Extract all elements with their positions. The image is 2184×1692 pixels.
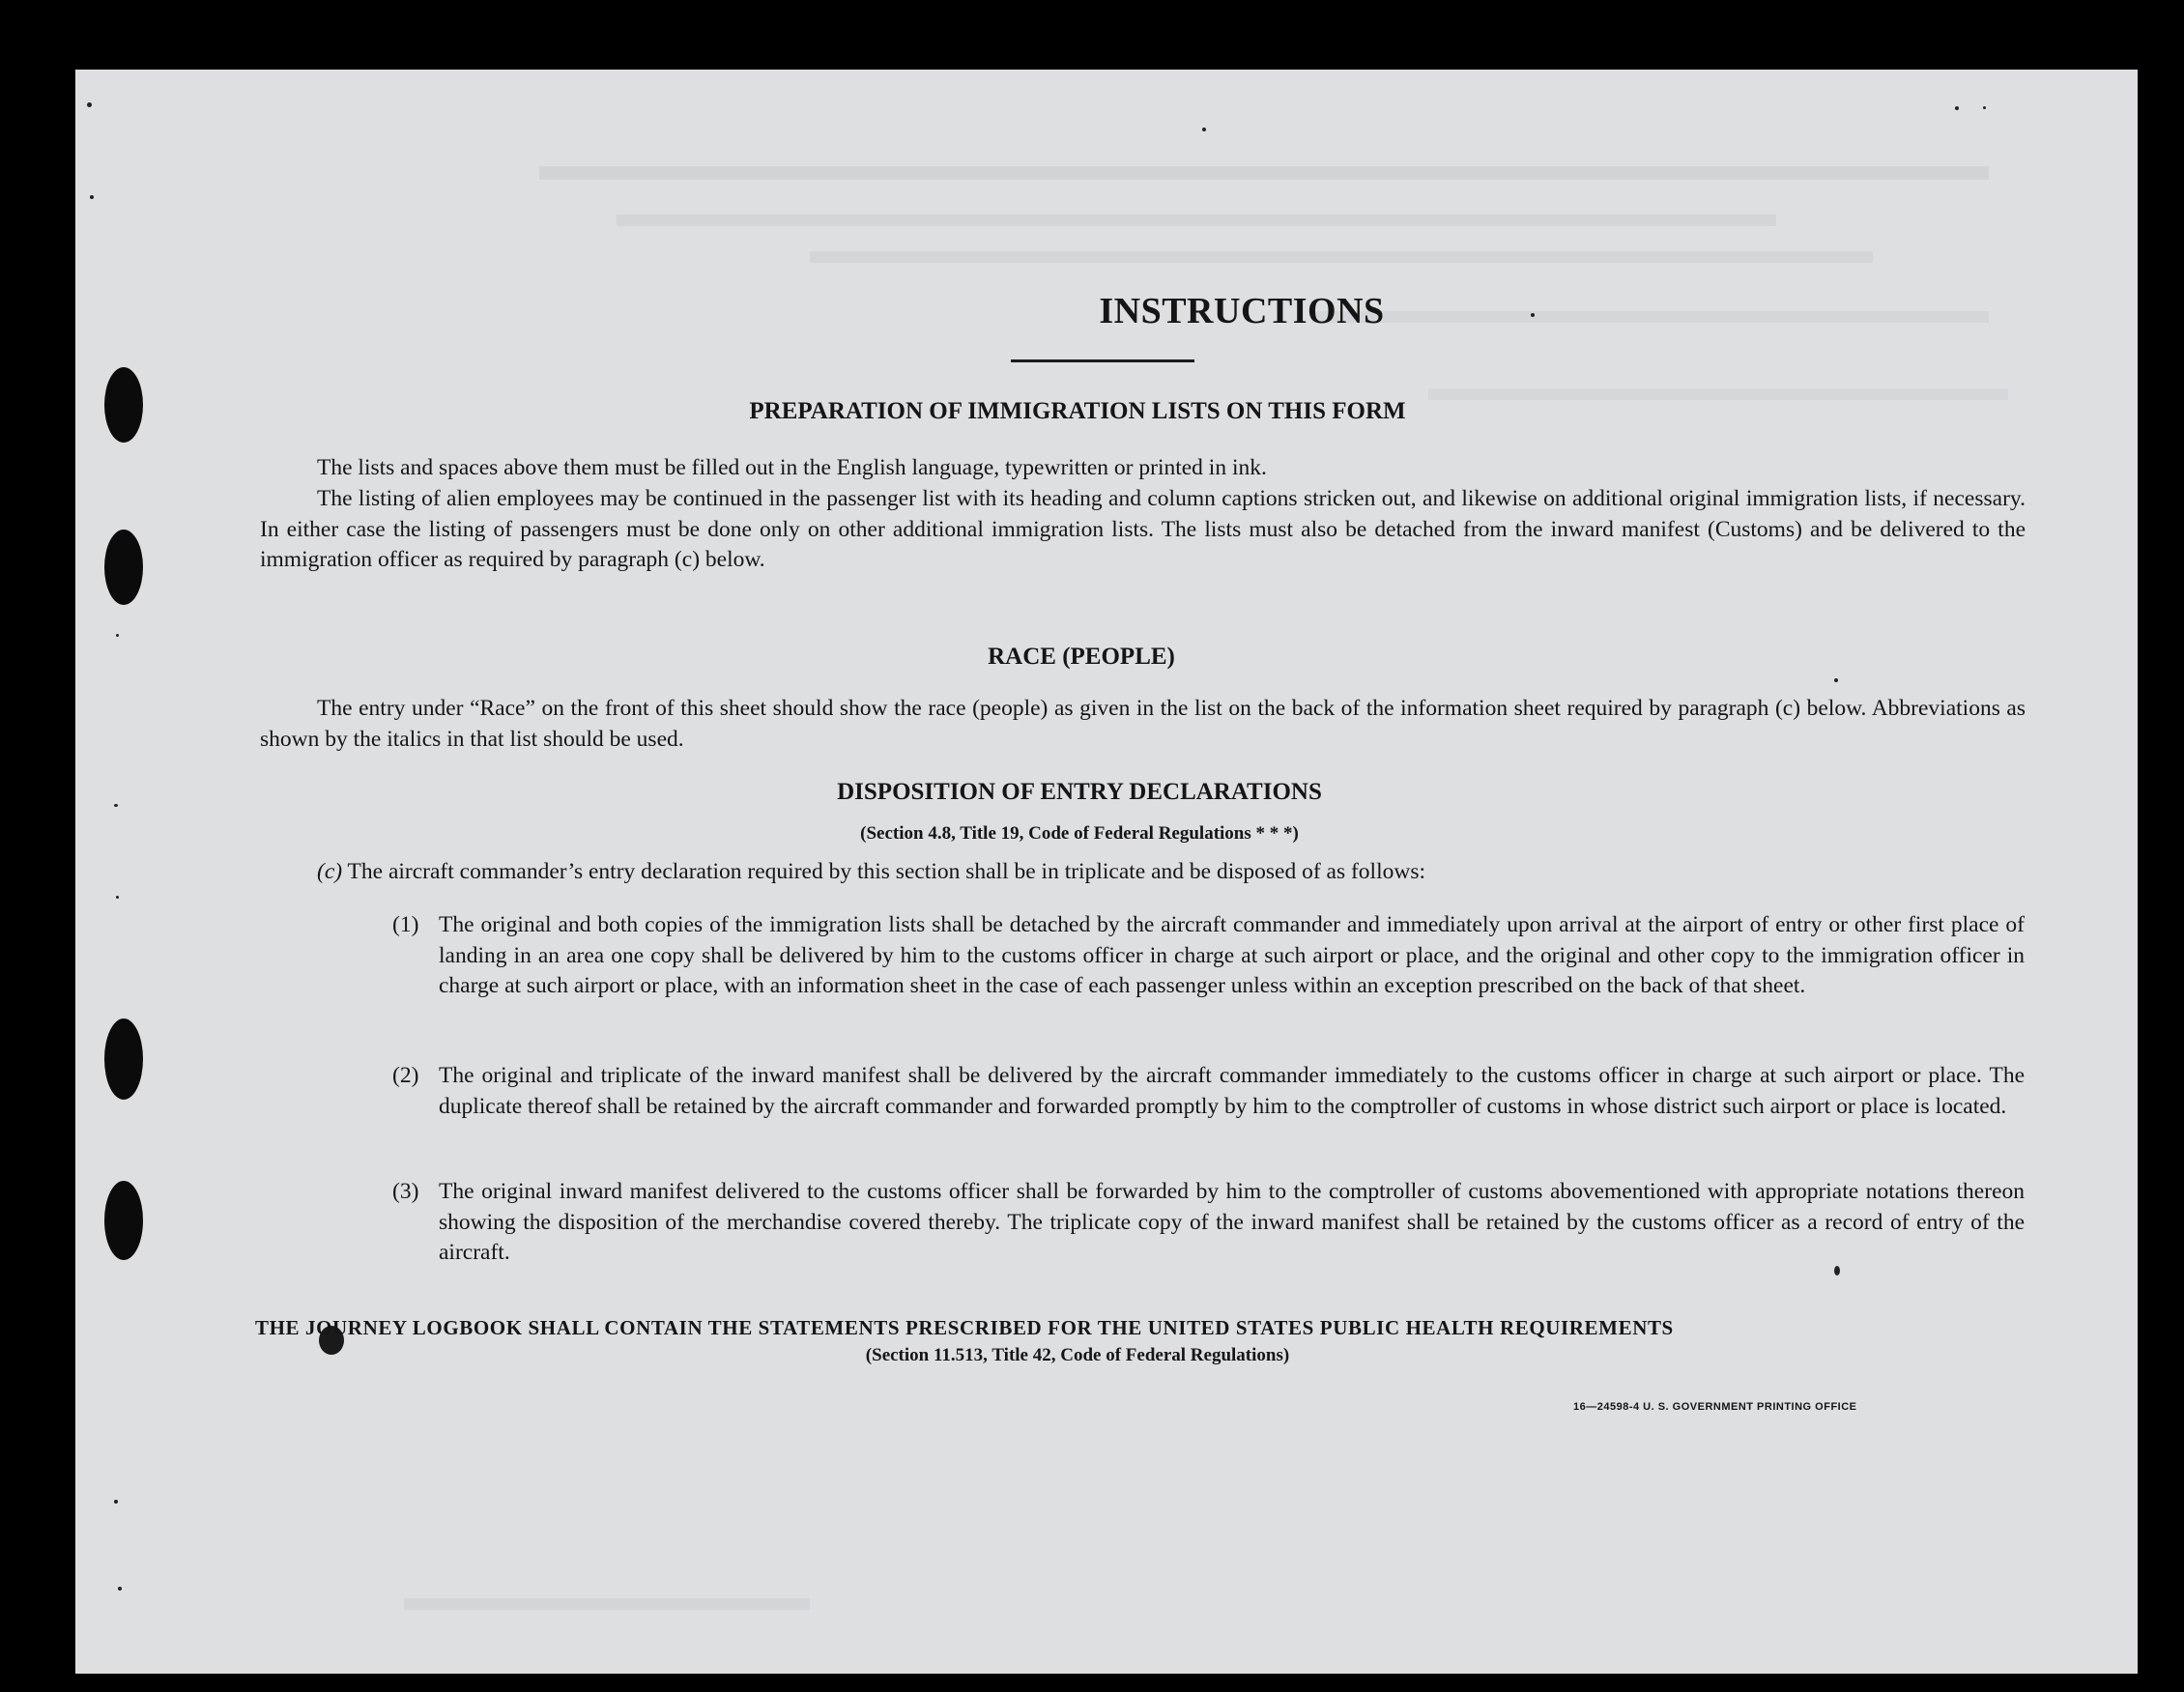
speck (1834, 678, 1838, 682)
speck (87, 102, 92, 107)
bleed-through-line (810, 251, 1873, 263)
disposition-intro (317, 857, 2027, 888)
preparation-heading: PREPARATION OF IMMIGRATION LISTS ON THIS FORM (749, 398, 1406, 424)
printing-office-imprint: 16—24598-4 U. S. GOVERNMENT PRINTING OFFICE (1573, 1401, 1857, 1413)
speck (114, 1500, 118, 1504)
item-number: (3) (392, 1179, 419, 1204)
item-text: The original and triplicate of the inward manifest shall be delivered by the aircraft commander immediately to the customs officer in charge at such airport or place. The duplicate thereof shall be retained by the aircraft commander and forwarded promptly by him to the comptroller of customs in whose district such airport or place is located. (439, 1063, 2025, 1119)
speck (1202, 128, 1206, 131)
speck (116, 896, 119, 899)
item-number: (1) (392, 912, 419, 937)
preparation-paragraph-1: The lists and spaces above them must be filled out in the English language, typewritten or printed in ink. (317, 455, 1267, 480)
disposition-item-3 (392, 1177, 2025, 1269)
public-health-statement: THE JOURNEY LOGBOOK SHALL CONTAIN THE STATEMENTS PRESCRIBED FOR THE UNITED STATES PUBLIC HEALTH REQUIREMENTS (255, 1316, 1674, 1339)
item-text: The original and both copies of the immigration lists shall be detached by the aircraft commander and immediately upon arrival at the airport of entry or other first place of landing in an area one copy shall be delivered by him to the customs officer in charge at such airport or place, and the original and other copy to the immigration officer in charge at such airport or place, with an information sheet in the case of each passenger unless within an exception prescribed on the back of that sheet. (439, 912, 2025, 998)
disposition-citation: (Section 4.8, Title 19, Code of Federal Regulations * * *) (860, 823, 1299, 844)
item-number: (2) (392, 1063, 419, 1088)
speck (1955, 106, 1959, 110)
race-paragraph: The entry under “Race” on the front of this sheet should show the race (people) as given in the list on the back of the information sheet required by paragraph (c) below. Abbreviations as shown by the italics in that list should be used. (260, 696, 2026, 752)
bleed-through-line (404, 1598, 810, 1610)
bleed-through-line (539, 166, 1989, 180)
punch-hole (104, 1181, 143, 1260)
page-title: INSTRUCTIONS (1099, 291, 1385, 331)
speck (118, 1587, 122, 1591)
form-sheet (75, 70, 2138, 1674)
disposition-heading: DISPOSITION OF ENTRY DECLARATIONS (837, 779, 1322, 805)
speck (1983, 106, 1986, 109)
bleed-through-line (617, 215, 1776, 226)
race-heading: RACE (PEOPLE) (988, 644, 1175, 670)
intro-text: The aircraft commander’s entry declaration required by this section shall be in triplicate and be disposed of as follows: (347, 859, 1426, 884)
disposition-item-2 (392, 1061, 2025, 1122)
punch-hole (104, 530, 143, 605)
public-health-citation: (Section 11.513, Title 42, Code of Federal Regulations) (865, 1345, 1290, 1365)
preparation-paragraph-2: The listing of alien employees may be continued in the passenger list with its heading and column captions stricken out, and likewise on additional original immigration lists, if necessary. In either case the listing of passengers must be done only on other additional immigration lists. The lists must also be detached from the inward manifest (Customs) and be delivered to the immigration officer as required by paragraph (c) below. (260, 486, 2026, 572)
speck (116, 634, 119, 637)
punch-hole (104, 1018, 143, 1100)
speck (90, 195, 94, 199)
disposition-item-1 (392, 910, 2025, 1002)
intro-label: (c) (317, 859, 343, 884)
item-text: The original inward manifest delivered to the customs officer shall be forwarded by him to the comptroller of customs abovementioned with appropriate notations thereon showing the disposition of the merchandise covered thereby. The triplicate copy of the inward manifest shall be retained by the customs officer as a record of entry of the aircraft. (439, 1179, 2025, 1265)
title-underline (1011, 359, 1194, 362)
